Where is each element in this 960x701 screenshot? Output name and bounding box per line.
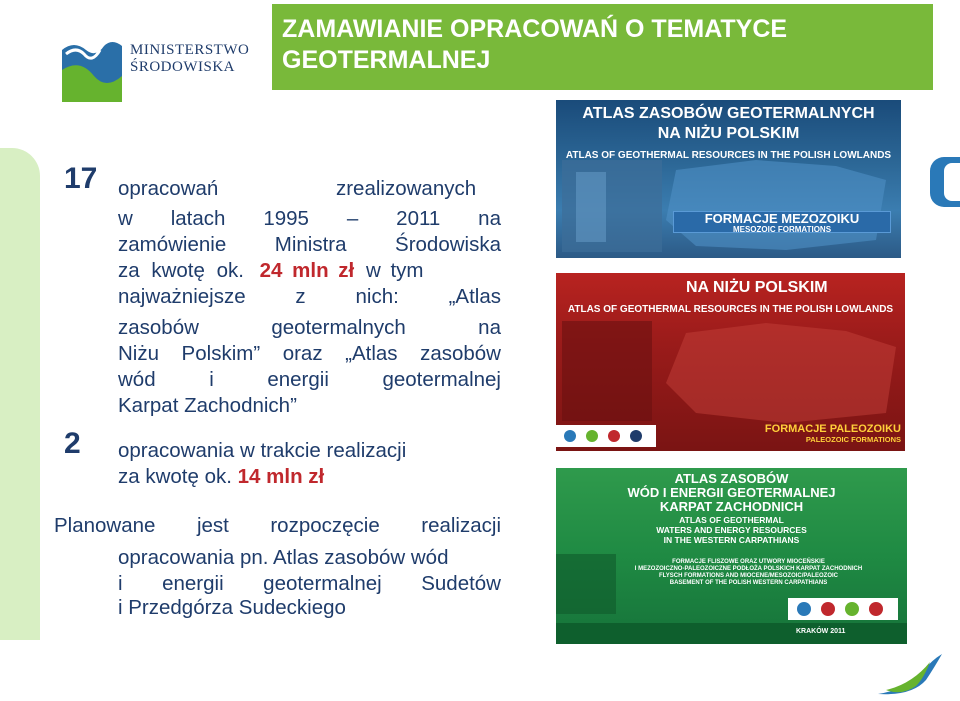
cover-3-formations xyxy=(596,559,901,587)
item-1-line-8: wód i energii geotermalnej xyxy=(118,368,501,391)
cover-3-footer: KRAKÓW 2011 xyxy=(796,628,846,635)
cover-3-title-1: ATLAS ZASOBÓW xyxy=(674,471,789,486)
cover-2-banner-en: PALEOZOIC FORMATIONS xyxy=(805,435,901,444)
cover-3-en-2: WATERS AND ENERGY RESOURCES xyxy=(656,525,807,535)
item-1-text-4a: za kwotę ok. xyxy=(118,259,244,282)
planned-line-2: opracowania pn. Atlas zasobów wód xyxy=(118,546,449,569)
mountain-logo-icon xyxy=(60,36,124,106)
cover-3-title-3: KARPAT ZACHODNICH xyxy=(659,499,804,514)
item-1-line-4 xyxy=(118,258,501,284)
item-1-text-4b: w tym xyxy=(365,259,424,282)
cover-1-title-2: NA NIŻU POLSKIM xyxy=(657,125,800,142)
cover-2-banner xyxy=(726,423,901,444)
cover-3-title-2: WÓD I ENERGII GEOTERMALNEJ xyxy=(627,485,836,500)
logo-line-1: MINISTERSTWO xyxy=(130,42,250,58)
planned-line-4: i Przedgórza Sudeckiego xyxy=(118,596,346,619)
title-banner xyxy=(272,4,933,90)
atlas-cover-mesozoic xyxy=(556,100,901,258)
cover-3-form-1: FORMACJE FLISZOWE ORAZ UTWORY MIOCEŃSKIE xyxy=(672,559,825,565)
item-1-line-3: zamówienie Ministra Środowiska xyxy=(118,233,501,256)
cover-2-subtitle: ATLAS OF GEOTHERMAL RESOURCES IN THE POLISH LOWLANDS xyxy=(567,304,894,315)
item-2-number: 2 xyxy=(64,427,81,460)
ministry-logo xyxy=(60,36,255,106)
cover-3-form-3: FLYSCH FORMATIONS AND MIOCENE/MESOZOIC/PALEOZOIC xyxy=(658,573,838,579)
cover-1-banner-text: FORMACJE MEZOZOIKU xyxy=(704,211,860,226)
cover-3-en-1: ATLAS OF GEOTHERMAL xyxy=(679,515,784,525)
item-2-line-1: opracowania w trakcie realizacji xyxy=(118,439,407,462)
item-1-line-2: w latach 1995 – 2011 na xyxy=(118,207,501,230)
cover-1-banner xyxy=(673,211,891,233)
cover-1-subtitle: ATLAS OF GEOTHERMAL RESOURCES IN THE POLISH LOWLANDS xyxy=(565,150,892,161)
page-title xyxy=(282,14,923,76)
title-line-1: ZAMAWIANIE OPRACOWAŃ O TEMATYCE xyxy=(282,15,788,43)
item-1-line-7: Niżu Polskim” oraz „Atlas zasobów xyxy=(118,342,501,365)
cover-3-title xyxy=(556,472,907,514)
atlas-cover-carpathians xyxy=(556,468,907,644)
item-1-amount: 24 mln zł xyxy=(259,259,355,282)
cover-1-banner-en: MESOZOIC FORMATIONS xyxy=(732,225,832,234)
cover-3-subtitle xyxy=(556,515,907,545)
cover-3-form-2: I MEZOZOICZNO-PALEOZOICZNE PODŁOŻA POLSKICH KARPAT ZACHODNICH xyxy=(634,566,863,572)
item-1-number: 17 xyxy=(64,162,98,195)
logo-line-2: ŚRODOWISKA xyxy=(130,59,236,75)
item-1-text-1: opracowań zrealizowanych xyxy=(118,177,477,200)
item-2-line-2 xyxy=(118,464,501,490)
cover-2-banner-text: FORMACJE PALEOZOIKU xyxy=(764,423,901,435)
item-1-line-6: zasobów geotermalnych na xyxy=(118,316,501,339)
item-2-text-2: za kwotę ok. xyxy=(118,465,232,488)
cover-3-form-4: BASEMENT OF THE POLISH WESTERN CARPATHIANS xyxy=(669,580,828,586)
cover-3-en-3: IN THE WESTERN CARPATHIANS xyxy=(663,535,800,545)
right-tab-inner xyxy=(944,163,960,201)
title-line-2: GEOTERMALNEJ xyxy=(282,46,491,74)
left-decorative-bar xyxy=(0,148,40,640)
item-1-line-1 xyxy=(118,176,501,202)
logo-text xyxy=(130,42,249,76)
item-2-amount: 14 mln zł xyxy=(237,465,325,488)
atlas-cover-paleozoic xyxy=(556,273,905,451)
cover-1-title xyxy=(556,104,901,144)
planned-line-3: i energii geotermalnej Sudetów xyxy=(118,572,501,595)
planned-line-1: Planowane jest rozpoczęcie realizacji xyxy=(54,514,501,537)
swoosh-logo-icon xyxy=(876,650,946,698)
item-1-line-5: najważniejsze z nich: „Atlas xyxy=(118,285,501,308)
cover-1-title-1: ATLAS ZASOBÓW GEOTERMALNYCH xyxy=(582,105,875,122)
cover-2-title: NA NIŻU POLSKIM xyxy=(686,279,828,296)
item-1-line-9: Karpat Zachodnich” xyxy=(118,394,297,417)
